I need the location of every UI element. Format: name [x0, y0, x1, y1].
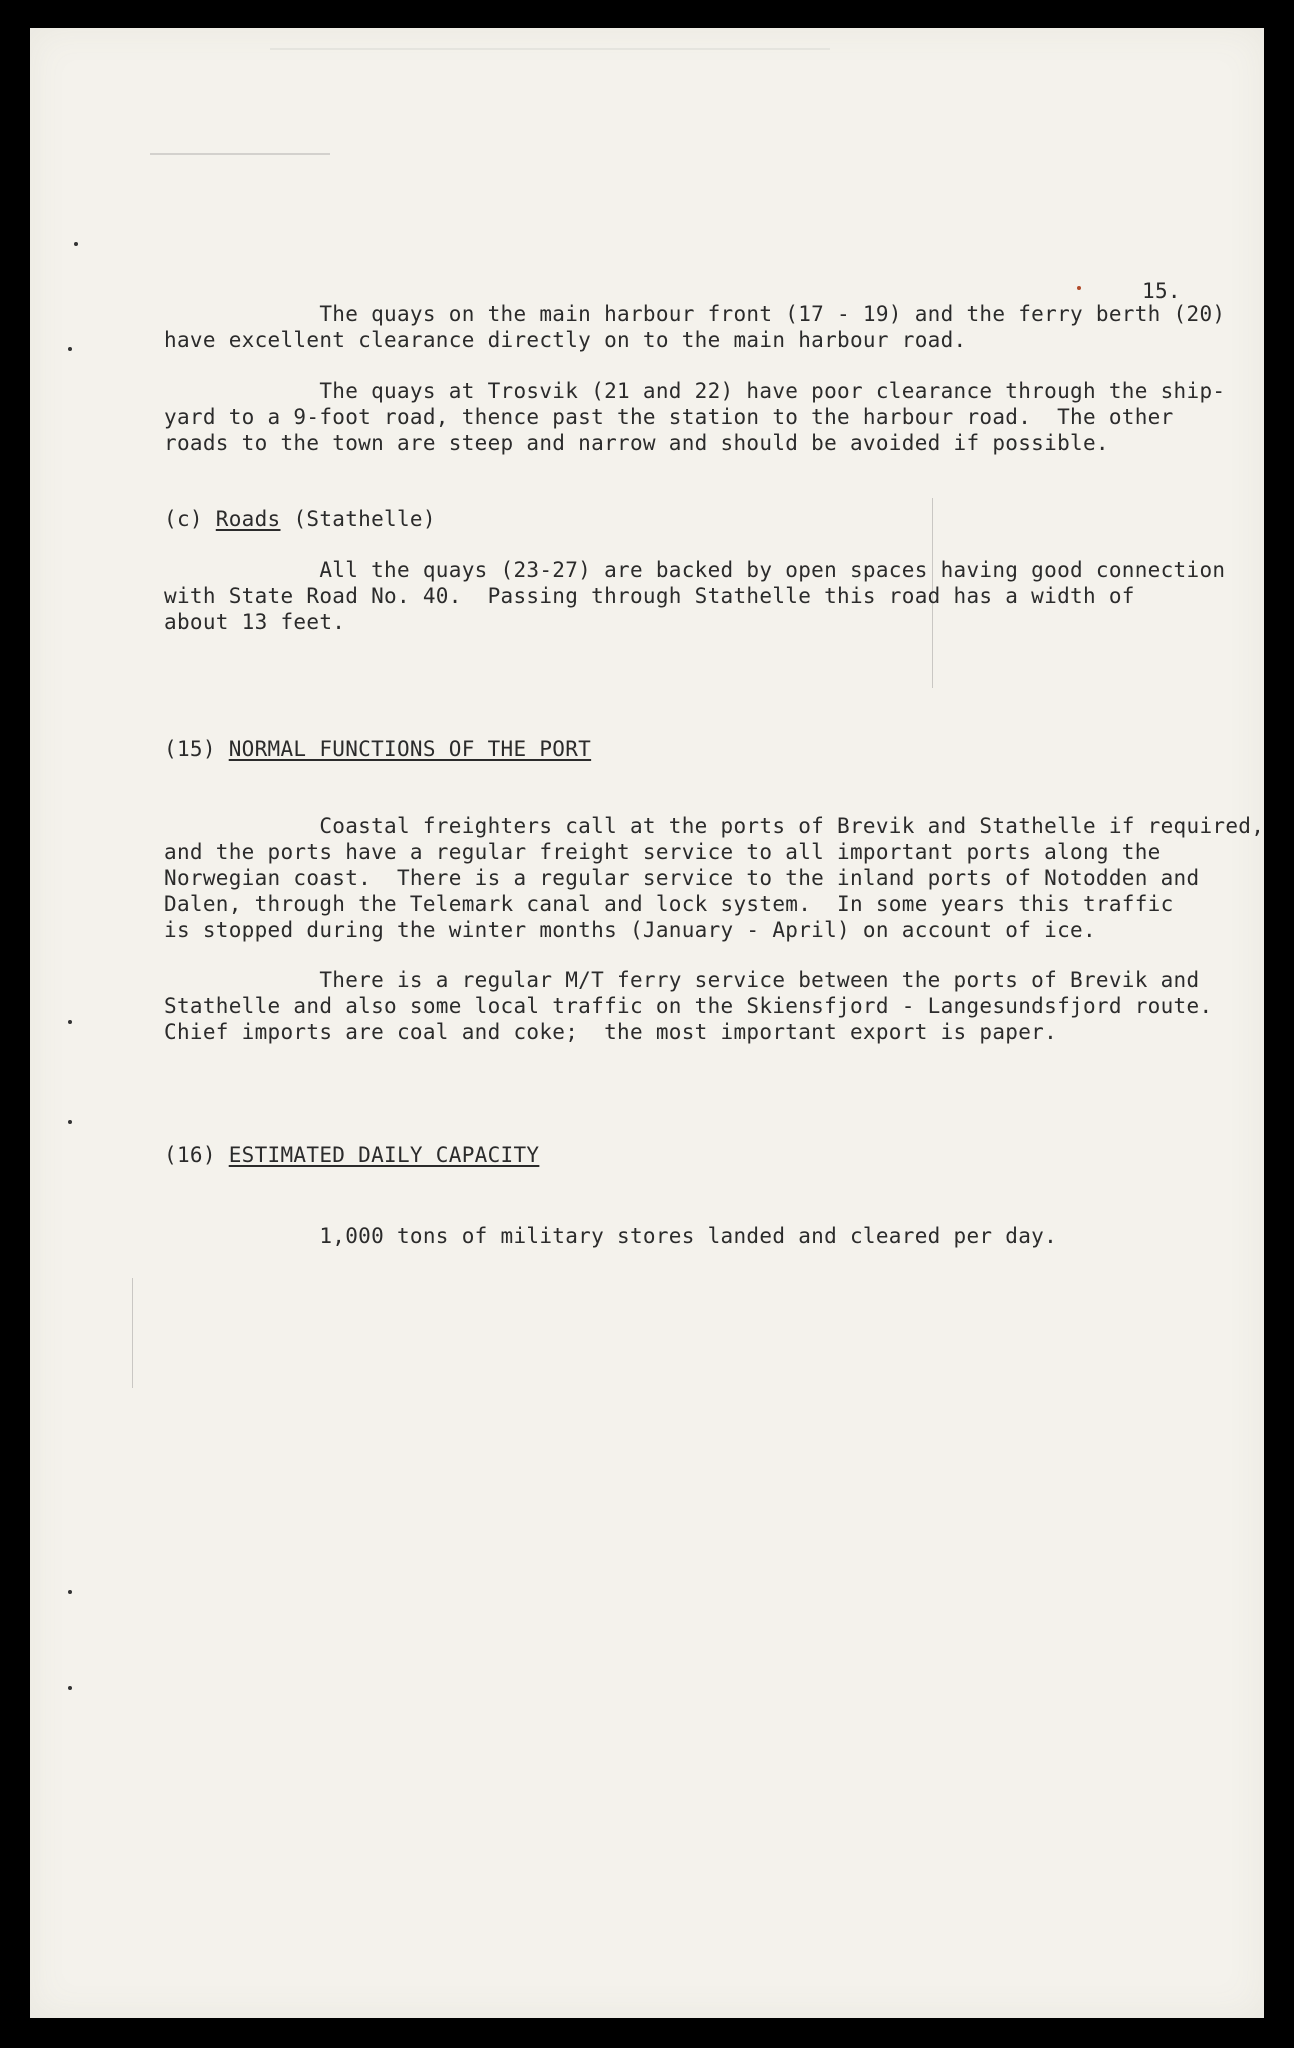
- heading-title: Roads: [215, 507, 281, 531]
- paragraph-line: with State Road No. 40. Passing through Stathelle this road has a width of: [164, 584, 1135, 608]
- heading-suffix: (Stathelle): [280, 507, 436, 531]
- paragraph-line: All the quays (23-27) are backed by open spaces having good connection: [164, 558, 1226, 582]
- margin-speck: [68, 1020, 72, 1024]
- section-heading-roads: [164, 506, 436, 532]
- paragraph-line: is stopped during the winter months (January - April) on account of ice.: [164, 918, 1096, 942]
- paragraph-line: The quays at Trosvik (21 and 22) have poor clearance through the ship-: [164, 379, 1226, 403]
- paragraph-line: Dalen, through the Telemark canal and lock system. In some years this traffic: [164, 892, 1174, 916]
- margin-speck: [68, 1686, 72, 1690]
- paragraph-line: Norwegian coast. There is a regular service to the inland ports of Notodden and: [164, 866, 1200, 890]
- section-heading-capacity: [164, 1142, 539, 1168]
- paragraph-line: Chief imports are coal and coke; the most important export is paper.: [164, 1020, 1058, 1044]
- top-smudge-2: [270, 48, 830, 50]
- top-smudge: [150, 153, 330, 155]
- paragraph-line: about 13 feet.: [164, 610, 346, 634]
- section-heading-functions: [164, 736, 591, 762]
- paragraph-line: and the ports have a regular freight service to all important ports along the: [164, 840, 1161, 864]
- heading-prefix: (15): [164, 737, 229, 761]
- paragraph-capacity: 1,000 tons of military stores landed and cleared per day.: [164, 1224, 1058, 1248]
- paragraph-line: There is a regular M/T ferry service between the ports of Brevik and: [164, 968, 1200, 992]
- heading-prefix: (c): [164, 507, 216, 531]
- margin-line: [132, 1278, 133, 1388]
- heading-title: NORMAL FUNCTIONS OF THE PORT: [228, 737, 592, 761]
- page-speck: [1077, 286, 1081, 290]
- paragraph-line: Stathelle and also some local traffic on the Skiensfjord - Langesundsfjord route.: [164, 994, 1213, 1018]
- margin-speck: [68, 1120, 72, 1124]
- margin-speck: [74, 242, 78, 246]
- paragraph-line: yard to a 9-foot road, thence past the station to the harbour road. The other: [164, 405, 1174, 429]
- heading-title: ESTIMATED DAILY CAPACITY: [228, 1143, 540, 1167]
- margin-speck: [68, 347, 72, 351]
- paragraph-line: have excellent clearance directly on to the main harbour road.: [164, 328, 967, 352]
- page-number: 15.: [1142, 279, 1181, 303]
- heading-prefix: (16): [164, 1143, 229, 1167]
- paragraph-line: roads to the town are steep and narrow and should be avoided if possible.: [164, 431, 1109, 455]
- paragraph-line: The quays on the main harbour front (17 - 19) and the ferry berth (20): [164, 302, 1226, 326]
- document-page: [30, 28, 1264, 2018]
- margin-speck: [68, 1590, 72, 1594]
- paragraph-line: Coastal freighters call at the ports of Brevik and Stathelle if required,: [164, 814, 1265, 838]
